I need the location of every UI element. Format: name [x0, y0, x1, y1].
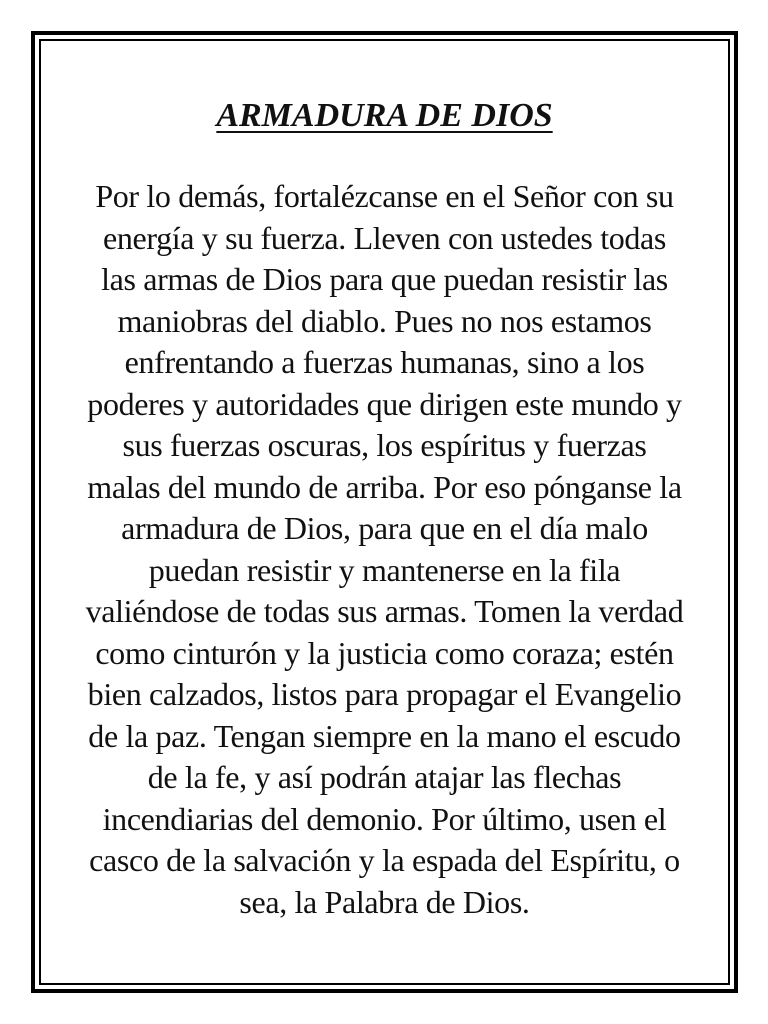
text-line: las armas de Dios para que puedan resistir las [101, 261, 668, 297]
text-line: bien calzados, listos para propagar el Evangelio [87, 676, 682, 712]
document-title: ARMADURA DE DIOS [216, 97, 553, 134]
text-line: de la fe, y así podrán atajar las flechas [147, 759, 622, 795]
body-paragraph [41, 176, 728, 923]
text-line: maniobras del diablo. Pues no nos estamos [117, 302, 652, 339]
text-line: energía y su fuerza. Lleven con ustedes todas [102, 219, 666, 256]
text-line: Por lo demás, fortalézcanse en el Señor con su [95, 178, 674, 214]
text-line: sea, la Palabra de Dios. [239, 883, 530, 920]
text-line: sus fuerzas oscuras, los espíritus y fuerzas [122, 427, 647, 463]
text-line: valiéndose de todas sus armas. Tomen la verdad [85, 593, 684, 629]
document-page [41, 41, 728, 983]
text-line: armadura de Dios, para que en el día malo [121, 510, 648, 546]
text-line: de la paz. Tengan siempre en la mano el escudo [88, 717, 681, 754]
text-line: malas del mundo de arriba. Por eso pónganse la [87, 468, 682, 505]
text-line: puedan resistir y mantenerse en la fila [148, 551, 621, 588]
text-line: como cinturón y la justicia como coraza; estén [95, 634, 674, 671]
text-line: incendiarias del demonio. Por último, usen el [102, 800, 667, 837]
text-line: enfrentando a fuerzas humanas, sino a los [124, 344, 645, 380]
text-line: poderes y autoridades que dirigen este mundo y [87, 385, 682, 422]
text-line: casco de la salvación y la espada del Espíritu, o [89, 842, 680, 878]
